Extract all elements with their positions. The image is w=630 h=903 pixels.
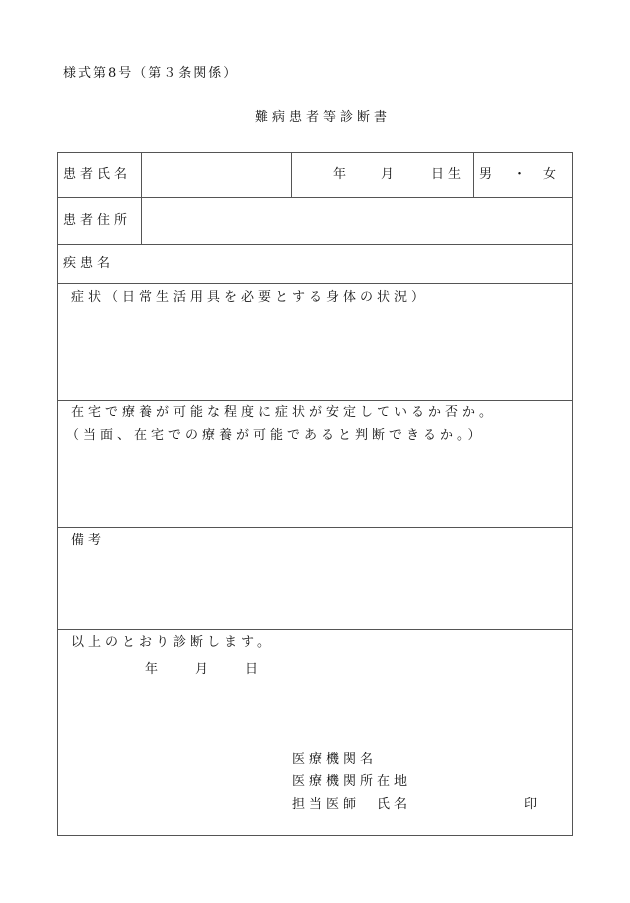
remarks-label: 備考 <box>71 533 106 548</box>
disease-name-field[interactable] <box>142 245 572 283</box>
patient-name-label: 患者氏名 <box>63 167 132 182</box>
certification-statement: 以上のとおり診断します。 <box>71 635 274 650</box>
divider <box>57 527 573 528</box>
divider <box>57 835 573 836</box>
patient-address-label: 患者住所 <box>63 213 132 228</box>
sex-separator: ・ <box>513 167 531 182</box>
divider <box>57 629 573 630</box>
patient-address-field[interactable] <box>142 198 572 244</box>
disease-name-label: 疾患名 <box>63 256 115 271</box>
divider <box>57 152 58 836</box>
stability-question-line2: （当面、在宅での療養が可能であると判断できるか。） <box>66 428 485 443</box>
birth-month-label: 月 <box>381 167 399 182</box>
seal-mark: 印 <box>524 797 542 812</box>
patient-name-field[interactable] <box>142 153 291 197</box>
stability-question-line1: 在宅で療養が可能な程度に症状が安定しているか否か。 <box>71 405 497 420</box>
sex-male-option[interactable]: 男 <box>479 167 497 182</box>
divider <box>572 152 573 836</box>
institution-name-label: 医療機関名 <box>292 752 378 767</box>
birth-year-label: 年 <box>333 167 351 182</box>
cert-year-label: 年 <box>145 662 163 677</box>
institution-address-label: 医療機関所在地 <box>292 774 412 789</box>
sex-female-option[interactable]: 女 <box>543 167 561 182</box>
divider <box>57 283 573 284</box>
document-title: 難病患者等診断書 <box>255 110 392 125</box>
symptoms-label: 症状（日常生活用具を必要とする身体の状況） <box>71 290 429 305</box>
cert-day-label: 日 <box>245 662 263 677</box>
birth-day-label: 日生 <box>431 167 466 182</box>
divider <box>473 152 474 197</box>
cert-month-label: 月 <box>195 662 213 677</box>
divider <box>57 400 573 401</box>
form-number: 様式第8号（第３条関係） <box>63 66 239 81</box>
doctor-name-label: 担当医師 氏名 <box>292 797 412 812</box>
